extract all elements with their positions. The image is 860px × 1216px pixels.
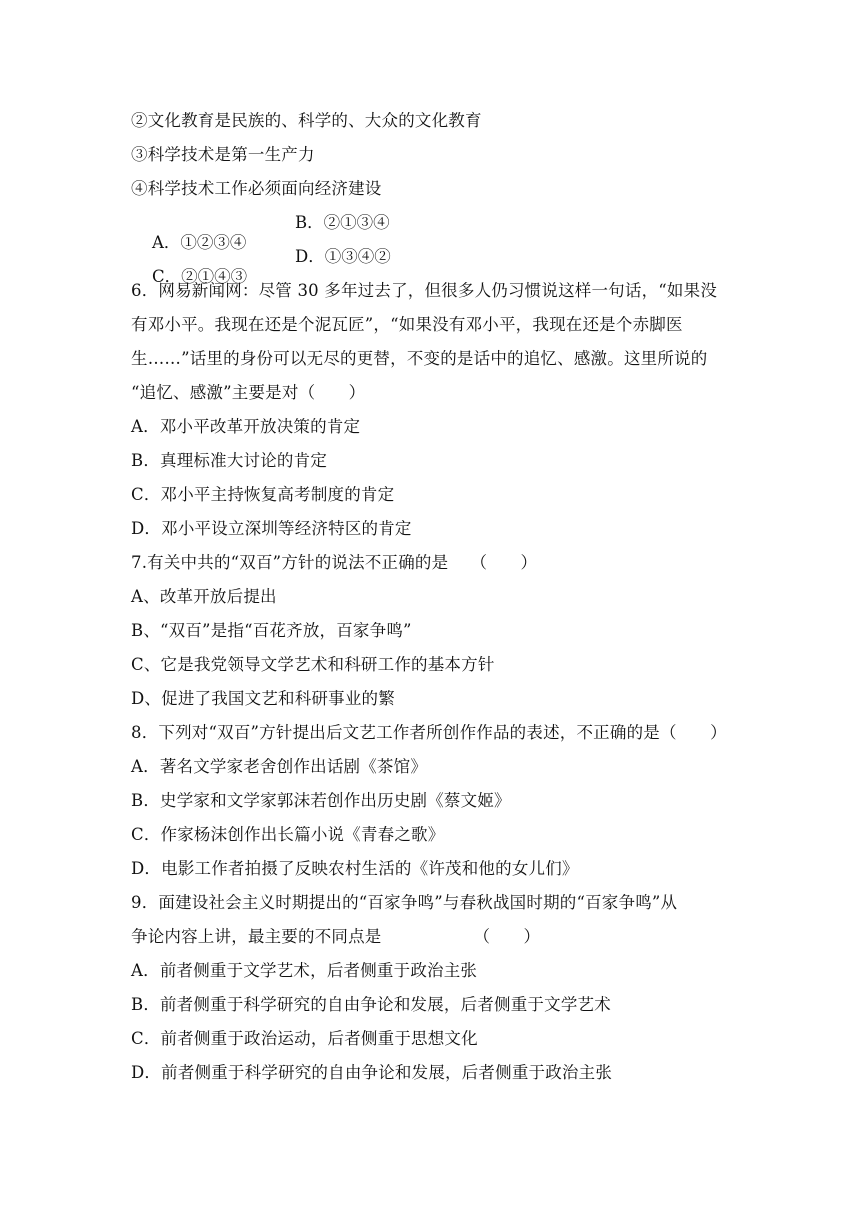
question-9-option-d: D．前者侧重于科学研究的自由争论和发展，后者侧重于政治主张 (131, 1063, 613, 1082)
question-6-line-2: 有邓小平。我现在还是个泥瓦匠”，“如果没有邓小平，我现在还是个赤脚医 (131, 315, 683, 334)
statement-4: ④科学技术工作必须面向经济建设 (131, 179, 382, 198)
question-7-option-b: B、“双百”是指“百花齐放，百家争鸣” (131, 621, 412, 640)
question-8-option-d: D．电影工作者拍摄了反映农村生活的《许茂和他的女儿们》 (131, 859, 579, 878)
statement-3: ③科学技术是第一生产力 (131, 145, 315, 164)
question-7-stem: 7.有关中共的“双百”方针的说法不正确的是 （ ） (131, 553, 538, 572)
question-8-option-c: C．作家杨沫创作出长篇小说《青春之歌》 (131, 825, 445, 844)
question-7-option-d: D、促进了我国文艺和科研事业的繁 (131, 689, 395, 708)
question-9-option-b: B．前者侧重于科学研究的自由争论和发展，后者侧重于文学艺术 (131, 995, 611, 1014)
question-6-option-b: B．真理标准大讨论的肯定 (131, 451, 328, 470)
question-6-line-1: 6．网易新闻网：尽管 30 多年过去了，但很多人仍习惯说这样一句话，“如果没 (131, 281, 718, 300)
question-6-line-3: 生……”话里的身份可以无尽的更替，不变的是话中的追忆、感激。这里所说的 (131, 349, 708, 368)
statement-2: ②文化教育是民族的、科学的、大众的文化教育 (131, 111, 482, 130)
question-6-option-a: A．邓小平改革开放决策的肯定 (131, 417, 361, 436)
question-9-option-a: A．前者侧重于文学艺术，后者侧重于政治主张 (131, 961, 478, 980)
option-d: D．①③④② (295, 247, 391, 266)
option-b: B．②①③④ (295, 213, 390, 232)
option-c: C．②①④③ (151, 267, 248, 286)
question-9-option-c: C．前者侧重于政治运动，后者侧重于思想文化 (131, 1029, 478, 1048)
question-8-stem: 8．下列对“双百”方针提出后文艺工作者所创作作品的表述，不正确的是（ ） (131, 723, 727, 742)
question-7-option-c: C、它是我党领导文学艺术和科研工作的基本方针 (131, 655, 495, 674)
option-a: A．①②③④ (151, 233, 247, 252)
question-9-stem-line-1: 9．面建设社会主义时期提出的“百家争鸣”与春秋战国时期的“百家争鸣”从 (131, 893, 678, 912)
question-6-option-d: D．邓小平设立深圳等经济特区的肯定 (131, 519, 412, 538)
question-9-stem-line-2: 争论内容上讲，最主要的不同点是 （ ） (131, 927, 541, 946)
question-6-line-4: “追忆、感激”主要是对（ ） (131, 383, 366, 402)
question-6-option-c: C．邓小平主持恢复高考制度的肯定 (131, 485, 395, 504)
question-8-option-a: A．著名文学家老舍创作出话剧《茶馆》 (131, 757, 428, 776)
question-8-option-b: B．史学家和文学家郭沫若创作出历史剧《蔡文姬》 (131, 791, 511, 810)
question-7-option-a: A、改革开放后提出 (131, 587, 277, 606)
